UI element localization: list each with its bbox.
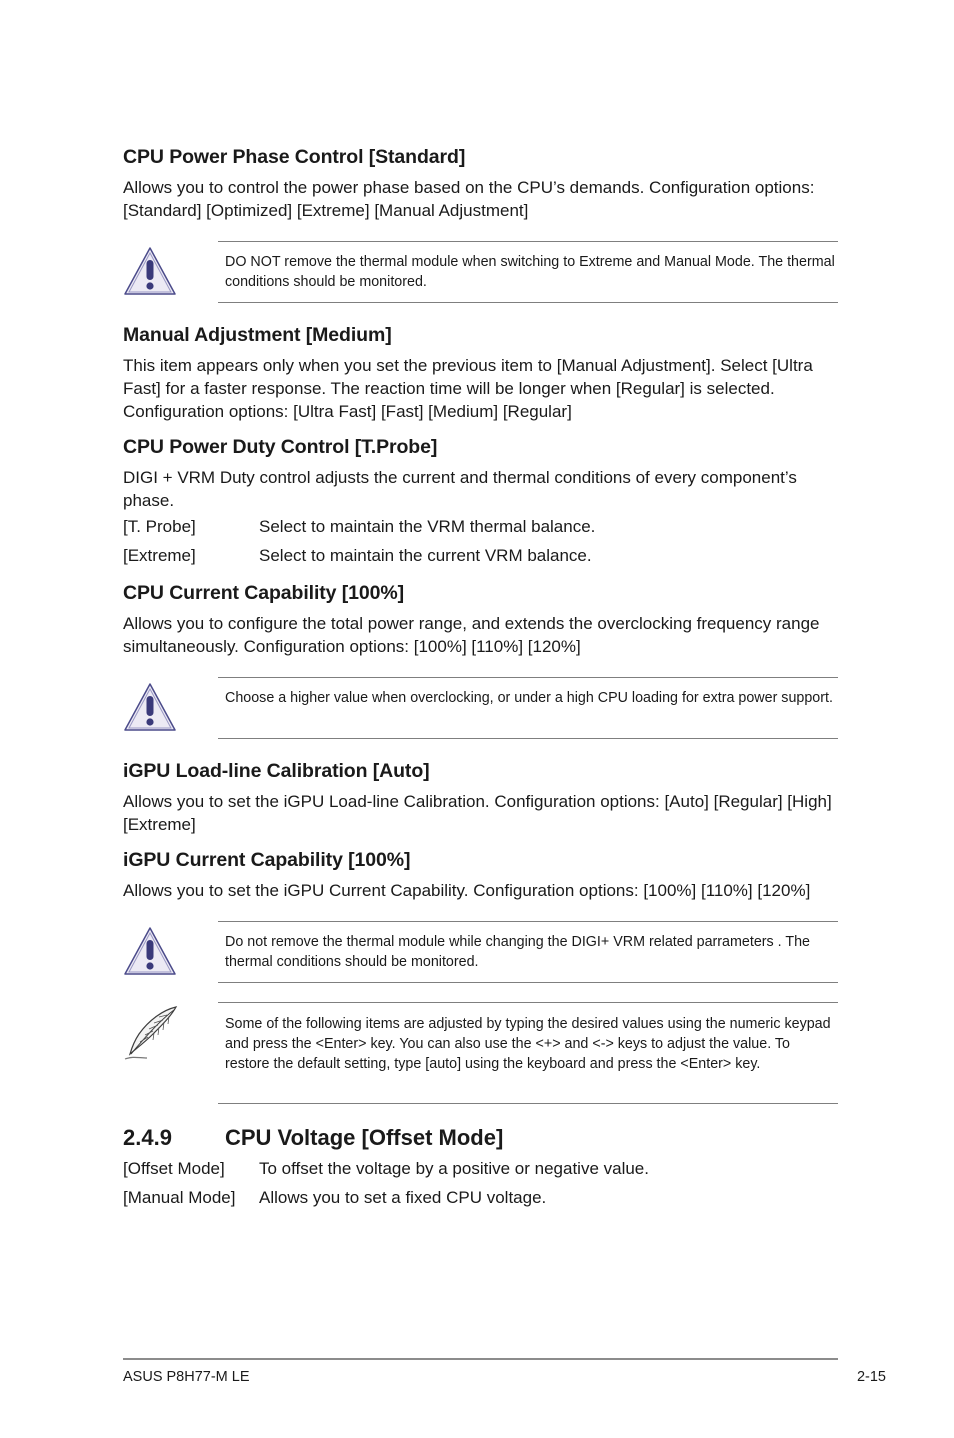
section-heading: CPU Current Capability [100%] [123,582,404,604]
note-text: DO NOT remove the thermal module when switching to Extreme and Manual Mode. The thermal conditions should be monitored. [225,254,835,290]
section-heading: iGPU Load-line Calibration [Auto] [123,760,430,782]
option-desc: Select to maintain the current VRM balance. [259,546,592,565]
section-heading: Manual Adjustment [Medium] [123,324,392,346]
quill-note-icon [123,1004,181,1067]
section-igpu-load-line [123,759,839,783]
section-heading: CPU Power Duty Control [T.Probe] [123,436,438,458]
option-key: [Manual Mode] [123,1188,236,1207]
footer-divider [123,1358,838,1360]
caution-note [218,241,838,303]
section-body-wrap [123,466,839,512]
caution-note [218,921,838,983]
section-cpu-power-duty [123,435,839,459]
section-body: This item appears only when you set the previous item to [Manual Adjustment]. Select [Ultra Fast] for a faster response. The reaction time will be longer when [Regular] is selected. Configuration options: [Ultra Fast] [Fast] [Medium] [Regular] [123,356,813,421]
section-cpu-power-phase [123,145,839,169]
section-number: 2.4.9 [123,1125,172,1150]
warning-icon [123,924,177,983]
note-text: Some of the following items are adjusted by typing the desired values using the numeric keypad and press the <Enter> key. You can also use the <+> and <-> keys to adjust the value. To restore the default setting, type [auto] using the keyboard and press the <Enter> key. [225,1016,831,1072]
section-body-wrap [123,612,839,658]
section-body: Allows you to set the iGPU Load-line Calibration. Configuration options: [Auto] [Regular] [High] [Extreme] [123,792,832,834]
section-body-wrap [123,176,839,222]
section-title: CPU Voltage [Offset Mode] [225,1125,504,1150]
warning-icon [123,244,177,303]
option-desc: To offset the voltage by a positive or negative value. [259,1159,649,1178]
option-key: [Offset Mode] [123,1159,225,1178]
section-body-wrap [123,790,839,836]
footer-product: ASUS P8H77-M LE [123,1369,250,1385]
section-body: Allows you to set the iGPU Current Capability. Configuration options: [100%] [110%] [120%] [123,881,811,900]
section-body: Allows you to configure the total power range, and extends the overclocking frequency range simultaneously. Configuration options: [100%] [110%] [120%] [123,614,820,656]
section-body-wrap [123,354,839,423]
note-text: Choose a higher value when overclocking, or under a high CPU loading for extra power support. [225,690,833,706]
section-body: Allows you to control the power phase based on the CPU’s demands. Configuration options: [Standard] [Optimized] [Extreme] [Manual Adjustment] [123,178,815,220]
note-text: Do not remove the thermal module while changing the DIGI+ VRM related parrameters . The thermal conditions should be monitored. [225,934,810,970]
option-key: [T. Probe] [123,517,196,536]
section-manual-adjustment [123,323,839,347]
section-body-wrap [123,879,839,902]
section-igpu-current-capability [123,848,839,872]
footer-page-number: 2-15 [856,1369,886,1385]
caution-note [218,677,838,739]
option-key: [Extreme] [123,546,196,565]
section-cpu-current-capability [123,581,839,605]
option-desc: Select to maintain the VRM thermal balance. [259,517,596,536]
option-desc: Allows you to set a fixed CPU voltage. [259,1188,547,1207]
warning-icon [123,680,177,739]
section-heading: iGPU Current Capability [100%] [123,849,411,871]
section-heading: CPU Power Phase Control [Standard] [123,146,466,168]
section-body: DIGI + VRM Duty control adjusts the current and thermal conditions of every component’s phase. [123,468,797,510]
info-note [218,1002,838,1104]
